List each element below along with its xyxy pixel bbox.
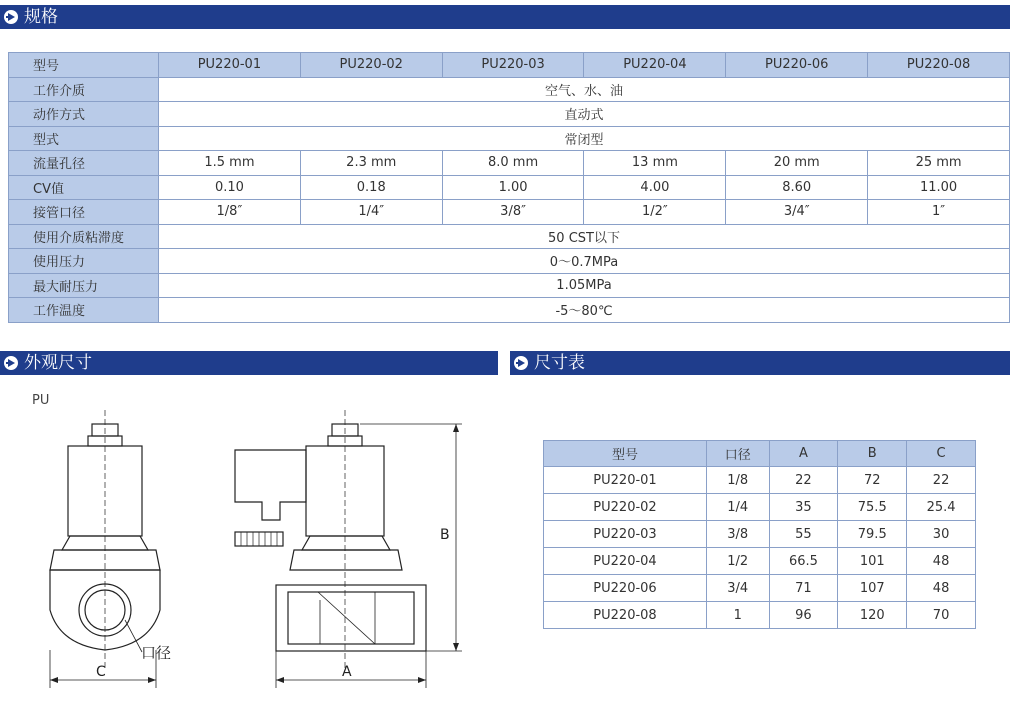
dimension-header-cell: 口径 xyxy=(707,441,770,467)
spec-merged-value: -5～80℃ xyxy=(159,298,1010,323)
dimension-cell: 72 xyxy=(838,467,907,494)
spec-header-cell: 型号 xyxy=(9,53,159,78)
dimension-cell: 1/2 xyxy=(707,548,770,575)
dimension-cell: PU220-06 xyxy=(544,575,707,602)
spec-merged-value: 常闭型 xyxy=(159,126,1010,151)
spec-cell: 20 mm xyxy=(726,151,868,176)
dimension-cell: PU220-03 xyxy=(544,521,707,548)
spec-row-label: 动作方式 xyxy=(9,102,159,127)
dimension-cell: 120 xyxy=(838,602,907,629)
spec-section-header xyxy=(0,5,1010,29)
dimension-cell: 70 xyxy=(907,602,976,629)
spec-row xyxy=(9,298,1010,323)
dimension-b-label: B xyxy=(440,527,450,543)
appearance-section-header xyxy=(0,351,498,375)
dimension-row xyxy=(544,575,976,602)
spec-row-label: 最大耐压力 xyxy=(9,273,159,298)
spec-header-cell: PU220-02 xyxy=(300,53,442,78)
spec-header-cell: PU220-01 xyxy=(159,53,301,78)
spec-cell: 1″ xyxy=(868,200,1010,225)
spec-merged-value: 直动式 xyxy=(159,102,1010,127)
spec-cell: 8.0 mm xyxy=(442,151,584,176)
dimension-header-cell: B xyxy=(838,441,907,467)
dimension-cell: 79.5 xyxy=(838,521,907,548)
spec-cell: 25 mm xyxy=(868,151,1010,176)
spec-row xyxy=(9,102,1010,127)
dimension-cell: 75.5 xyxy=(838,494,907,521)
dimension-cell: 1/8 xyxy=(707,467,770,494)
spec-row-label: 使用压力 xyxy=(9,249,159,274)
spec-header-cell: PU220-08 xyxy=(868,53,1010,78)
dimension-cell: 1/4 xyxy=(707,494,770,521)
dimension-cell: 30 xyxy=(907,521,976,548)
spec-row xyxy=(9,151,1010,176)
spec-row-label: CV值 xyxy=(9,175,159,200)
spec-merged-value: 50 CST以下 xyxy=(159,224,1010,249)
arrow-right-icon xyxy=(4,356,18,370)
spec-header-cell: PU220-06 xyxy=(726,53,868,78)
spec-cell: 2.3 mm xyxy=(300,151,442,176)
dimension-header-cell: 型号 xyxy=(544,441,707,467)
dimension-cell: 101 xyxy=(838,548,907,575)
spec-header-cell: PU220-03 xyxy=(442,53,584,78)
dimension-cell: 48 xyxy=(907,575,976,602)
dimension-header-row xyxy=(544,441,976,467)
spec-row xyxy=(9,126,1010,151)
dimension-cell: 48 xyxy=(907,548,976,575)
spec-header-cell: PU220-04 xyxy=(584,53,726,78)
spec-cell: 3/8″ xyxy=(442,200,584,225)
spec-merged-value: 空气、水、油 xyxy=(159,77,1010,102)
spec-merged-value: 0～0.7MPa xyxy=(159,249,1010,274)
dimension-row xyxy=(544,467,976,494)
dimension-cell: PU220-08 xyxy=(544,602,707,629)
dimension-row xyxy=(544,602,976,629)
spec-row xyxy=(9,224,1010,249)
spec-cell: 4.00 xyxy=(584,175,726,200)
spec-row xyxy=(9,175,1010,200)
spec-row xyxy=(9,200,1010,225)
dimension-cell: 22 xyxy=(769,467,838,494)
spec-cell: 0.10 xyxy=(159,175,301,200)
dimension-cell: 35 xyxy=(769,494,838,521)
dimension-cell: 3/4 xyxy=(707,575,770,602)
dimension-a-label: A xyxy=(342,664,352,680)
spec-row xyxy=(9,249,1010,274)
spec-cell: 1.5 mm xyxy=(159,151,301,176)
dimension-row xyxy=(544,548,976,575)
spec-cell: 1/2″ xyxy=(584,200,726,225)
spec-header-row xyxy=(9,53,1010,78)
spec-section-title: 规格 xyxy=(24,7,58,27)
dimension-c-label: C xyxy=(96,664,106,680)
dimension-cell: 3/8 xyxy=(707,521,770,548)
arrow-right-icon xyxy=(4,10,18,24)
dimension-cell: PU220-02 xyxy=(544,494,707,521)
valve-outline-drawing xyxy=(30,410,470,695)
spec-cell: 1.00 xyxy=(442,175,584,200)
spec-cell: 0.18 xyxy=(300,175,442,200)
spec-row xyxy=(9,273,1010,298)
dimension-section-header xyxy=(510,351,1010,375)
spec-cell: 8.60 xyxy=(726,175,868,200)
dimension-cell: PU220-01 xyxy=(544,467,707,494)
spec-cell: 3/4″ xyxy=(726,200,868,225)
dimension-table xyxy=(543,440,976,629)
appearance-section-title: 外观尺寸 xyxy=(24,353,92,373)
dimension-cell: 25.4 xyxy=(907,494,976,521)
spec-cell: 1/8″ xyxy=(159,200,301,225)
arrow-right-icon xyxy=(514,356,528,370)
dimension-cell: 96 xyxy=(769,602,838,629)
spec-row-label: 接管口径 xyxy=(9,200,159,225)
dimension-row xyxy=(544,521,976,548)
dimension-cell: 71 xyxy=(769,575,838,602)
model-label: PU xyxy=(32,393,50,408)
spec-cell: 1/4″ xyxy=(300,200,442,225)
spec-cell: 13 mm xyxy=(584,151,726,176)
dimension-header-cell: A xyxy=(769,441,838,467)
spec-row-label: 型式 xyxy=(9,126,159,151)
spec-table xyxy=(8,52,1010,323)
dimension-header-cell: C xyxy=(907,441,976,467)
spec-row-label: 工作温度 xyxy=(9,298,159,323)
port-size-label: 口径 xyxy=(141,644,172,662)
dimension-cell: 1 xyxy=(707,602,770,629)
dimension-row xyxy=(544,494,976,521)
dimension-cell: 55 xyxy=(769,521,838,548)
dimension-cell: PU220-04 xyxy=(544,548,707,575)
spec-cell: 11.00 xyxy=(868,175,1010,200)
dimension-section-title: 尺寸表 xyxy=(534,353,585,373)
spec-row-label: 流量孔径 xyxy=(9,151,159,176)
dimension-cell: 107 xyxy=(838,575,907,602)
spec-merged-value: 1.05MPa xyxy=(159,273,1010,298)
spec-row-label: 使用介质粘滞度 xyxy=(9,224,159,249)
dimension-cell: 66.5 xyxy=(769,548,838,575)
spec-row-label: 工作介质 xyxy=(9,77,159,102)
spec-row xyxy=(9,77,1010,102)
dimension-cell: 22 xyxy=(907,467,976,494)
